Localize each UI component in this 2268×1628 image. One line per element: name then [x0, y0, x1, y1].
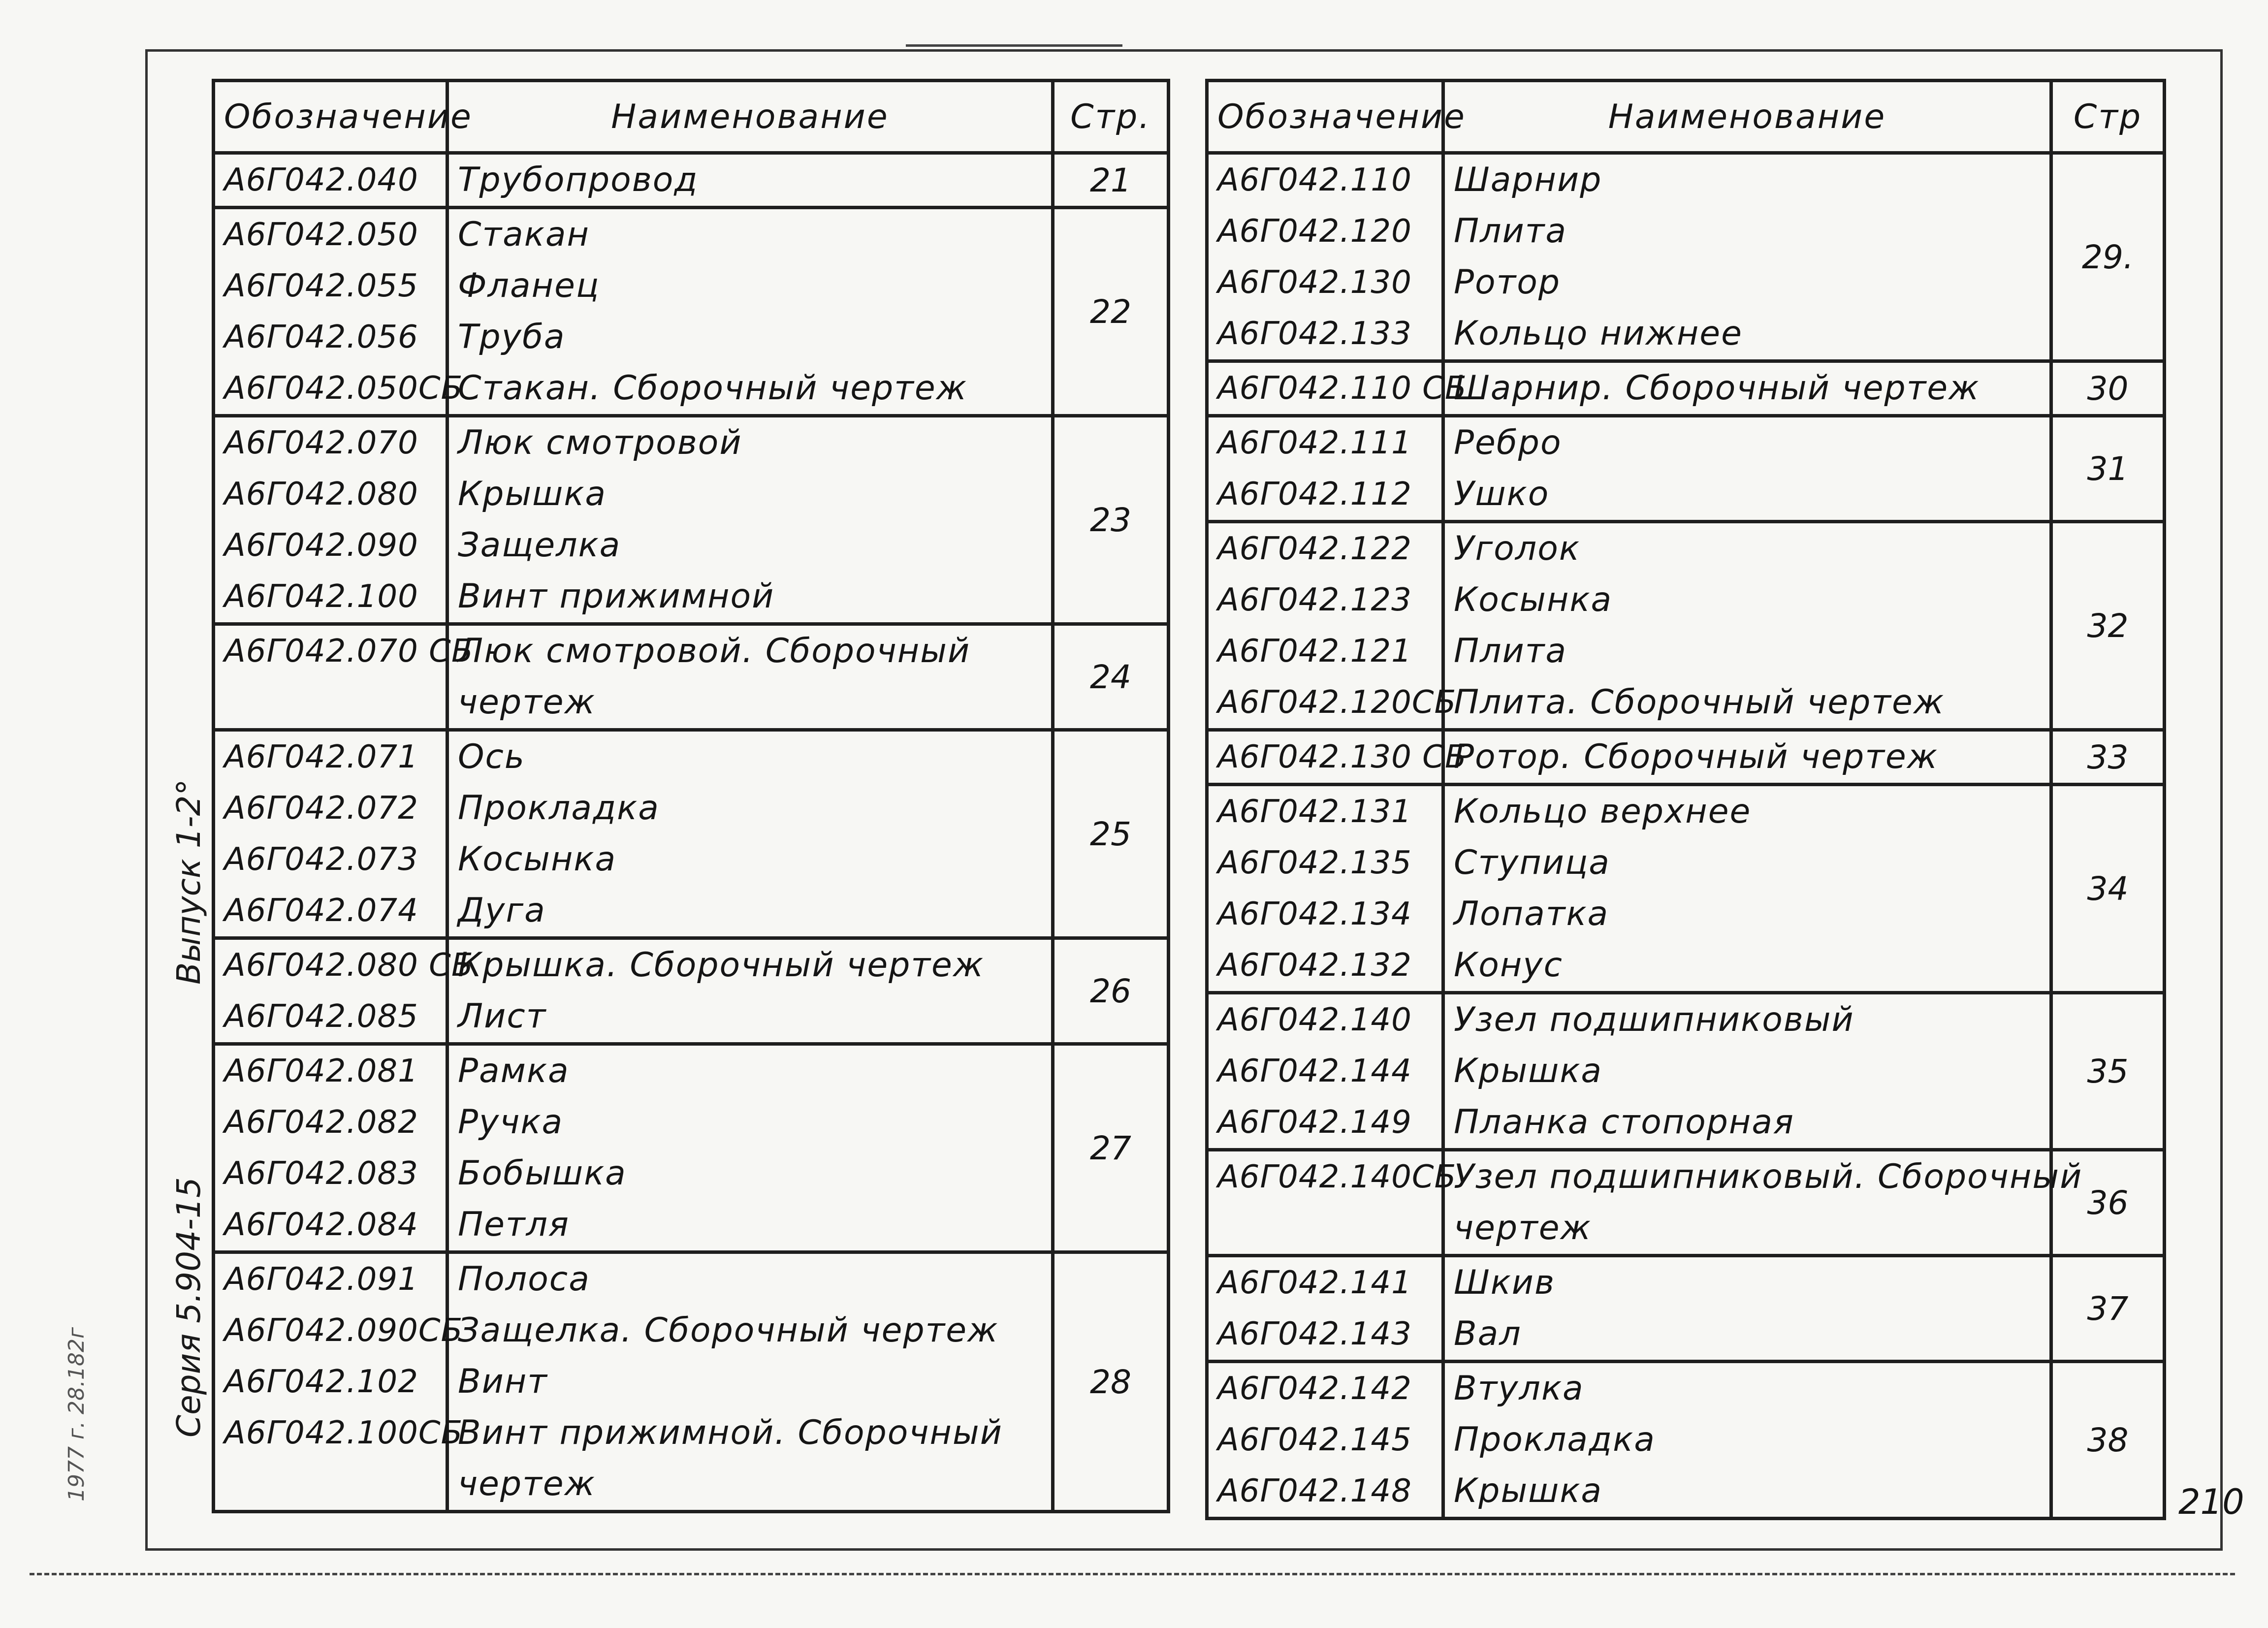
item-name: Плита. Сборочный чертеж: [1454, 683, 1945, 722]
index-group: [1207, 522, 2165, 730]
item-name: Плита: [1454, 632, 1567, 670]
index-group: [214, 416, 1169, 624]
item-code: А6Г042.073: [224, 841, 418, 878]
item-name: Лопатка: [1454, 894, 1609, 933]
item-name: Кольцо верхнее: [1454, 792, 1752, 831]
item-name: Винт прижимной: [458, 577, 775, 616]
item-code: А6Г042.142: [1217, 1371, 1412, 1407]
page-number: 30: [2051, 361, 2165, 416]
item-name: Ступица: [1454, 843, 1610, 882]
item-name: Втулка: [1454, 1369, 1584, 1408]
item-name: Фланец: [458, 266, 600, 305]
item-name: Косынка: [1454, 580, 1613, 619]
item-code: А6Г042.120СБ: [1217, 684, 1457, 721]
code-cell: [1207, 416, 1443, 522]
page-number: 38: [2051, 1362, 2165, 1519]
item-name: Ушко: [1454, 475, 1550, 513]
index-group: [1207, 1362, 2165, 1519]
index-group: [214, 938, 1169, 1044]
item-name: Крышка: [458, 475, 607, 513]
name-cell: [1443, 785, 2051, 993]
item-name: Уголок: [1454, 529, 1580, 568]
header-code: Обозначение: [214, 81, 447, 153]
index-group: [214, 624, 1169, 730]
index-group: [214, 153, 1169, 208]
item-name: Прокладка: [1454, 1420, 1656, 1459]
item-code: А6Г042.070: [224, 425, 418, 461]
code-cell: [1207, 153, 1443, 361]
index-group: [214, 1044, 1169, 1252]
page-number: 35: [2051, 993, 2165, 1150]
item-code: А6Г042.080: [224, 476, 418, 512]
item-code: А6Г042.055: [224, 268, 418, 304]
page-number: 32: [2051, 522, 2165, 730]
item-code: А6Г042.140СБ: [1217, 1159, 1457, 1195]
item-code: А6Г042.140: [1217, 1002, 1412, 1038]
item-name: Крышка: [1454, 1052, 1603, 1090]
item-code: А6Г042.120: [1217, 213, 1412, 250]
item-code: А6Г042.050: [224, 217, 418, 253]
code-cell: [1207, 1256, 1443, 1362]
name-cell: [1443, 1256, 2051, 1362]
name-cell: [447, 416, 1053, 624]
name-cell: [1443, 416, 2051, 522]
item-code: А6Г042.085: [224, 998, 418, 1035]
item-name: Трубопровод: [458, 160, 699, 199]
item-code: А6Г042.082: [224, 1104, 418, 1141]
item-name: чертеж: [458, 683, 596, 722]
item-code: А6Г042.071: [224, 739, 418, 775]
page-number: 21: [1053, 153, 1169, 208]
item-name: Узел подшипниковый. Сборочный: [1454, 1157, 2083, 1196]
item-code: [1217, 1203, 1433, 1254]
item-name: Шкив: [1454, 1263, 1556, 1302]
name-cell: [447, 153, 1053, 208]
item-name: Кольцо нижнее: [1454, 314, 1743, 353]
page-number: 33: [2051, 730, 2165, 785]
code-cell: [214, 1252, 463, 1512]
header-code: Обозначение: [1207, 81, 1443, 153]
item-code: А6Г042.100: [224, 578, 418, 615]
item-name: чертеж: [1454, 1209, 1592, 1247]
name-cell: [447, 208, 1053, 416]
index-group: [214, 208, 1169, 416]
item-name: Ручка: [458, 1103, 564, 1142]
code-cell: [1207, 785, 1443, 993]
right-index-table: [1205, 79, 2166, 1520]
index-group: [1207, 1150, 2165, 1256]
page-number: 31: [2051, 416, 2165, 522]
page-number: 22: [1053, 208, 1169, 416]
name-cell: [447, 730, 1053, 938]
header-name: Наименование: [447, 81, 1053, 153]
item-code: А6Г042.110: [1217, 162, 1412, 198]
item-name: Защелка. Сборочный чертеж: [458, 1311, 999, 1350]
item-code: А6Г042.074: [224, 893, 418, 929]
index-group: [1207, 416, 2165, 522]
item-name: Защелка: [458, 526, 621, 565]
page-number: 37: [2051, 1256, 2165, 1362]
item-name: Плита: [1454, 212, 1567, 251]
series-label: Серия 5.904-15: [170, 1177, 208, 1437]
name-cell: [1443, 993, 2051, 1150]
item-code: А6Г042.040: [224, 162, 418, 198]
code-cell: [1207, 1362, 1443, 1519]
item-name: Планка стопорная: [1454, 1103, 1794, 1142]
page-number: 29.: [2051, 153, 2165, 361]
item-code: А6Г042.131: [1217, 794, 1412, 830]
item-code: А6Г042.134: [1217, 896, 1412, 932]
name-cell: [1443, 1362, 2051, 1519]
item-name: Винт прижимной. Сборочный: [458, 1413, 1003, 1452]
corner-mark: 210: [2178, 1482, 2244, 1522]
item-name: Шарнир. Сборочный чертеж: [1454, 369, 1980, 408]
item-code: А6Г042.056: [224, 319, 418, 355]
code-cell: [214, 624, 474, 730]
item-name: Полоса: [458, 1260, 590, 1299]
page-number: 28: [1053, 1252, 1169, 1512]
item-name: Рамка: [458, 1052, 570, 1090]
item-name: Вал: [1454, 1314, 1522, 1353]
name-cell: [1443, 1150, 2083, 1256]
code-cell: [214, 153, 447, 208]
index-group: [1207, 785, 2165, 993]
item-code: А6Г042.133: [1217, 316, 1412, 352]
item-code: А6Г042.130 СБ: [1217, 739, 1467, 775]
code-cell: [214, 1044, 447, 1252]
item-code: А6Г042.144: [1217, 1053, 1412, 1089]
header-page: Стр: [2051, 81, 2165, 153]
item-code: А6Г042.149: [1217, 1104, 1412, 1141]
item-code: А6Г042.090СБ: [224, 1312, 463, 1349]
item-name: Конус: [1454, 946, 1563, 985]
code-cell: [1207, 522, 1457, 730]
code-cell: [1207, 361, 1467, 416]
bottom-cut-line: [30, 1573, 2235, 1575]
index-group: [1207, 993, 2165, 1150]
header-page: Стр.: [1053, 81, 1169, 153]
name-cell: [1443, 153, 2051, 361]
item-code: А6Г042.084: [224, 1207, 418, 1243]
code-cell: [214, 416, 447, 624]
item-code: А6Г042.111: [1217, 425, 1412, 461]
item-name: Стакан. Сборочный чертеж: [458, 369, 967, 408]
item-name: Прокладка: [458, 789, 660, 828]
item-code: А6Г042.112: [1217, 476, 1412, 512]
item-name: Ось: [458, 737, 525, 776]
item-code: А6Г042.145: [1217, 1422, 1412, 1458]
top-rule: [906, 44, 1122, 47]
item-code: А6Г042.123: [1217, 582, 1412, 618]
item-code: А6Г042.148: [1217, 1473, 1412, 1509]
item-name: Лист: [458, 997, 547, 1036]
item-name: Петля: [458, 1205, 570, 1244]
item-code: А6Г042.110 СБ: [1217, 370, 1467, 407]
page-number: 34: [2051, 785, 2165, 993]
item-code: А6Г042.090: [224, 527, 418, 564]
margin-note: 1977 г. 28.182г: [64, 1327, 89, 1501]
name-cell: [447, 1252, 1053, 1512]
item-name: Люк смотровой. Сборочный: [458, 632, 971, 670]
item-code: А6Г042.091: [224, 1261, 418, 1298]
item-code: А6Г042.102: [224, 1364, 418, 1400]
item-code: А6Г042.072: [224, 790, 418, 827]
index-group: [1207, 730, 2165, 785]
issue-label: Выпуск 1-2°: [170, 779, 208, 985]
item-code: А6Г042.070 СБ: [224, 633, 474, 670]
code-cell: [1207, 1150, 1457, 1256]
code-cell: [1207, 993, 1443, 1150]
item-code: А6Г042.130: [1217, 264, 1412, 301]
index-group: [1207, 361, 2165, 416]
name-cell: [447, 938, 1053, 1044]
item-name: Дуга: [458, 891, 546, 930]
header-name: Наименование: [1443, 81, 2051, 153]
left-index-table: [212, 79, 1170, 1513]
index-group: [1207, 153, 2165, 361]
item-name: чертеж: [458, 1465, 596, 1503]
page-number: 26: [1053, 938, 1169, 1044]
item-code: [224, 677, 437, 728]
code-cell: [214, 938, 474, 1044]
index-group: [214, 730, 1169, 938]
item-name: Крышка: [1454, 1471, 1603, 1510]
item-name: Крышка. Сборочный чертеж: [458, 946, 985, 985]
item-name: Шарнир: [1454, 160, 1602, 199]
item-code: А6Г042.141: [1217, 1265, 1412, 1301]
code-cell: [1207, 730, 1467, 785]
item-name: Ротор. Сборочный чертеж: [1454, 737, 1939, 776]
name-cell: [1443, 730, 2051, 785]
page-number: 24: [1053, 624, 1169, 730]
item-name: Узел подшипниковый: [1454, 1000, 1854, 1039]
name-cell: [1443, 361, 2051, 416]
index-group: [1207, 1256, 2165, 1362]
name-cell: [447, 1044, 1053, 1252]
page-number: 25: [1053, 730, 1169, 938]
page-number: 36: [2051, 1150, 2165, 1256]
item-name: Ротор: [1454, 263, 1561, 302]
item-name: Стакан: [458, 215, 590, 254]
name-cell: [1443, 522, 2051, 730]
item-name: Бобышка: [458, 1154, 627, 1193]
item-code: А6Г042.100СБ: [224, 1415, 463, 1451]
item-code: [224, 1459, 437, 1510]
name-cell: [447, 624, 1053, 730]
item-code: А6Г042.083: [224, 1155, 418, 1192]
item-name: Винт: [458, 1362, 548, 1401]
item-name: Ребро: [1454, 423, 1562, 462]
page-number: 27: [1053, 1044, 1169, 1252]
item-code: А6Г042.121: [1217, 633, 1412, 670]
code-cell: [214, 730, 447, 938]
code-cell: [214, 208, 463, 416]
item-name: Люк смотровой: [458, 423, 742, 462]
item-name: Косынка: [458, 840, 617, 879]
item-code: А6Г042.122: [1217, 531, 1412, 567]
item-code: А6Г042.135: [1217, 845, 1412, 881]
item-code: А6Г042.050СБ: [224, 370, 463, 407]
index-group: [214, 1252, 1169, 1512]
item-code: А6Г042.080 СБ: [224, 947, 474, 984]
item-code: А6Г042.132: [1217, 947, 1412, 984]
item-code: А6Г042.081: [224, 1053, 418, 1089]
page-number: 23: [1053, 416, 1169, 624]
item-code: А6Г042.143: [1217, 1316, 1412, 1352]
item-name: Труба: [458, 318, 566, 356]
